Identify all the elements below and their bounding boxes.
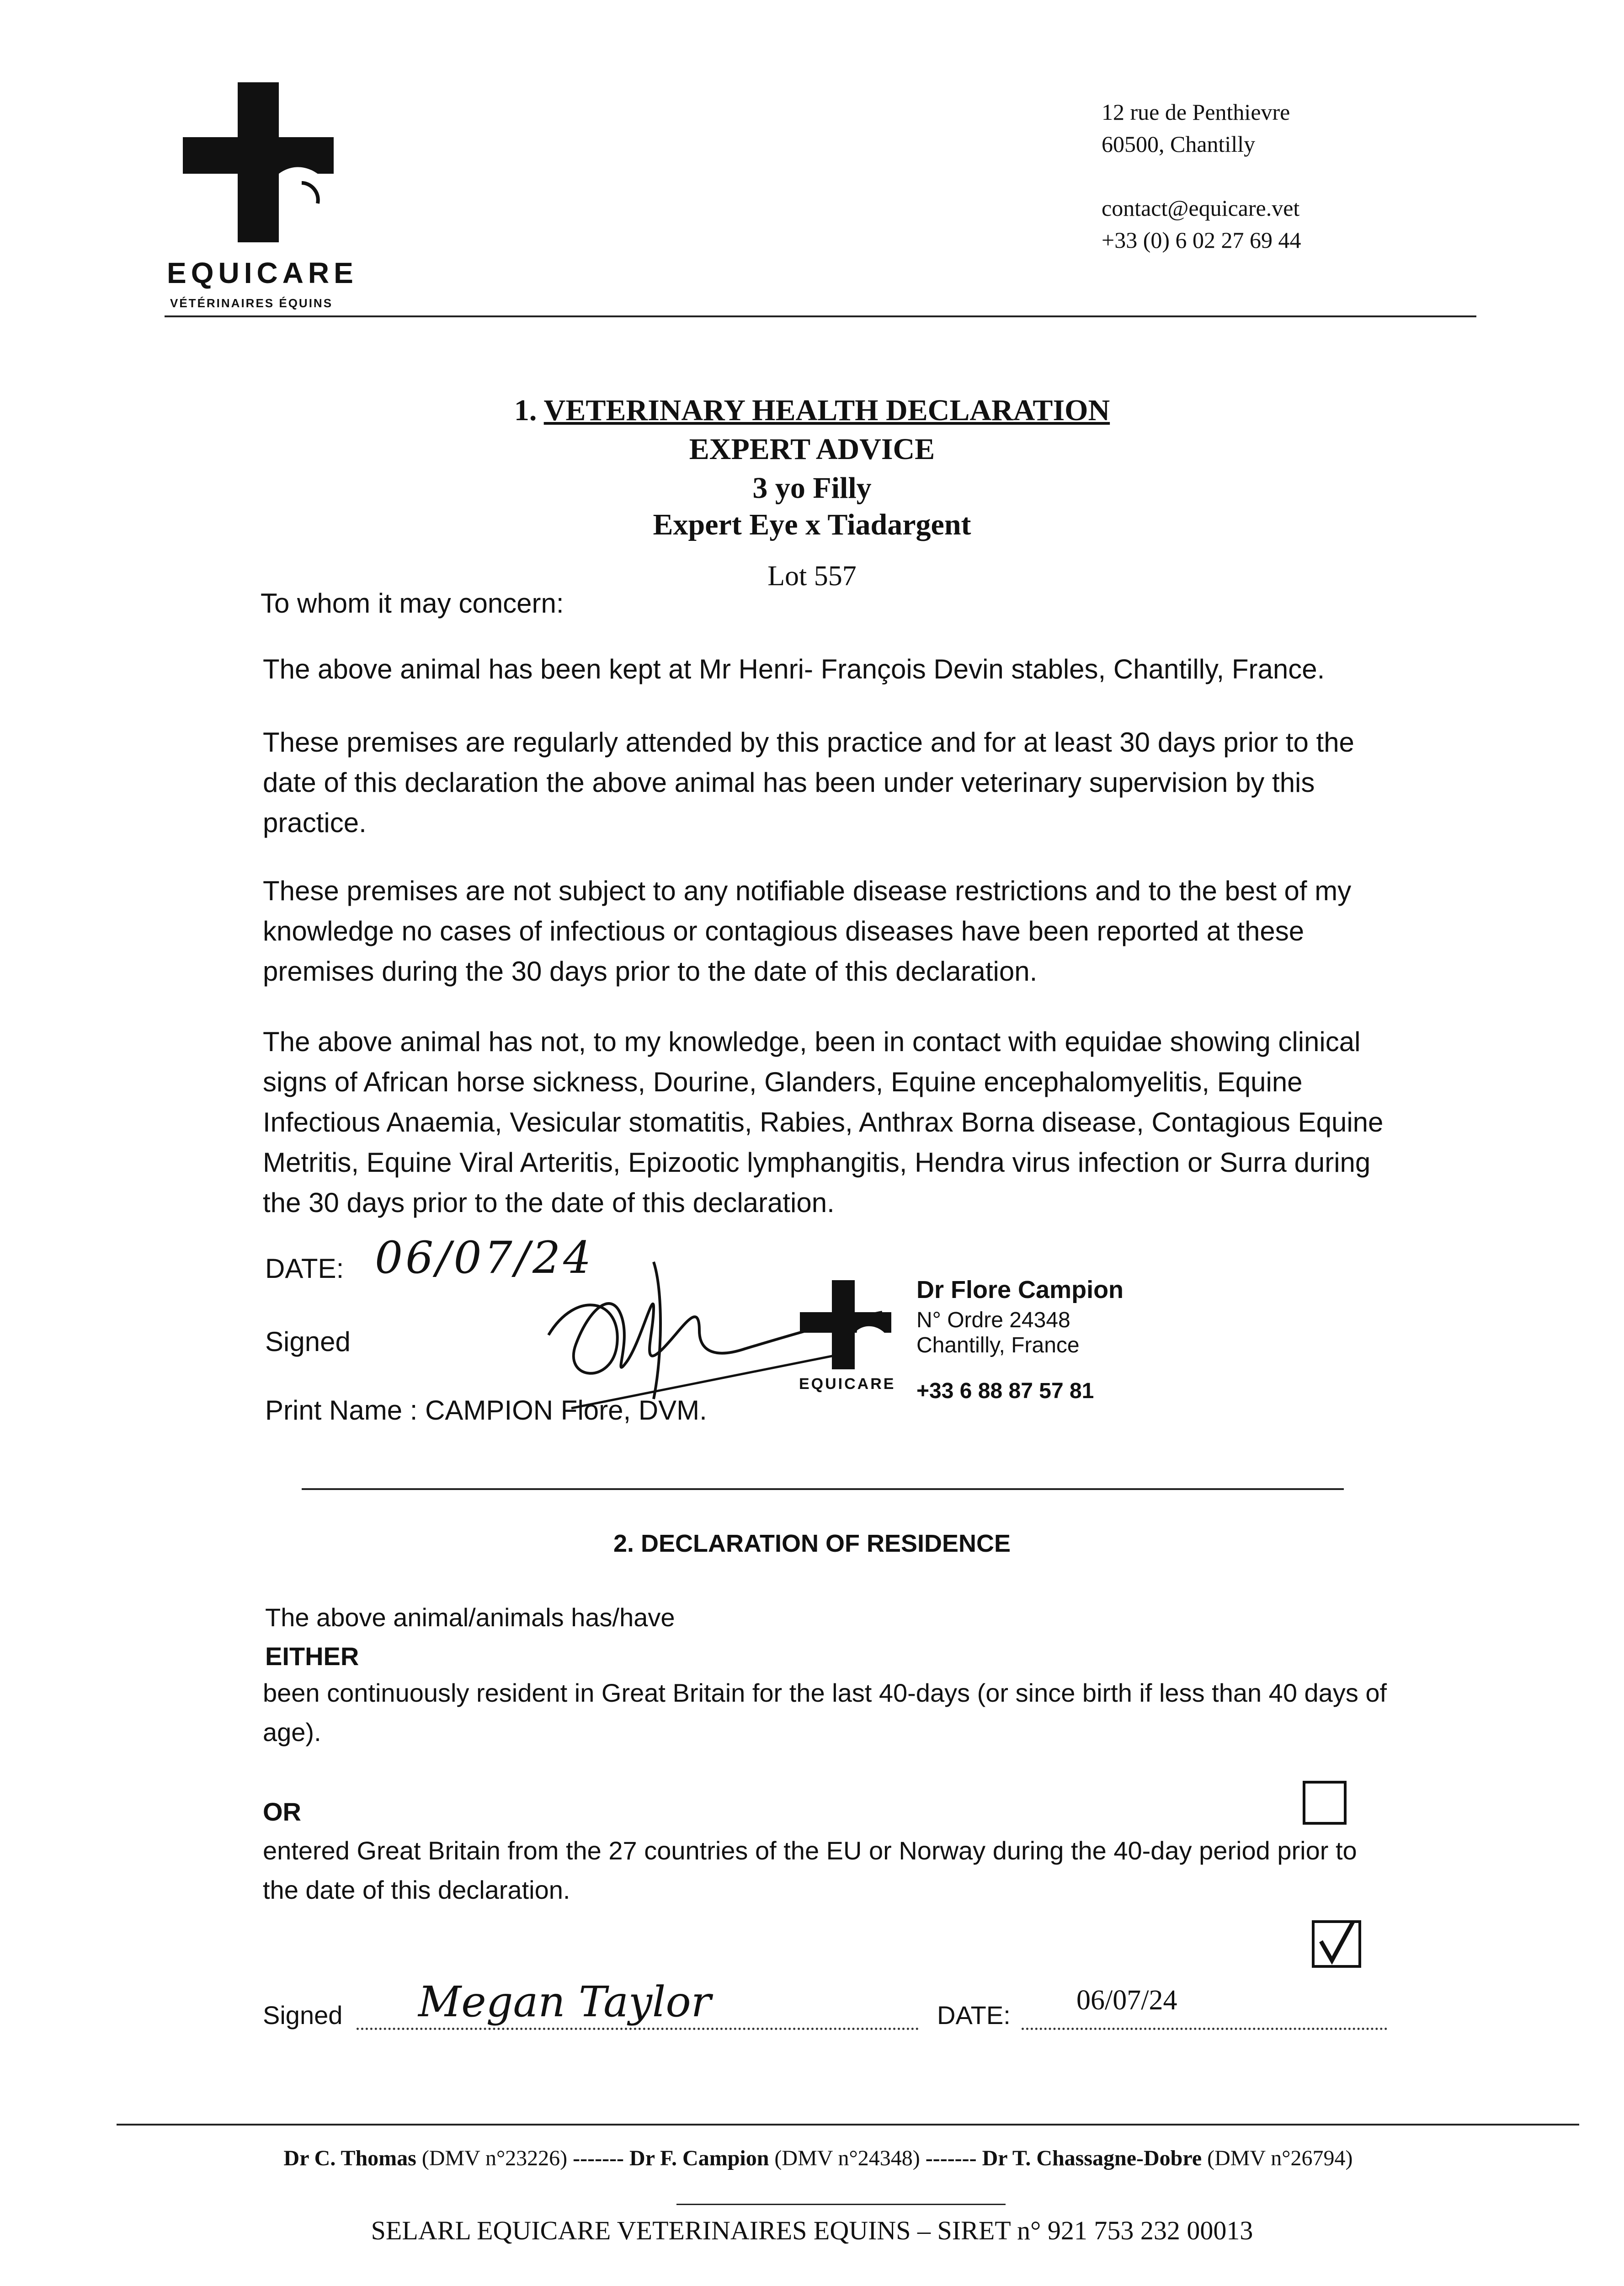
title-line-4: Expert Eye x Tiadargent: [653, 508, 971, 541]
title-line-2: EXPERT ADVICE: [689, 433, 935, 466]
signed-label: Signed: [265, 1326, 351, 1357]
stamp-phone: +33 6 88 87 57 81: [916, 1379, 1094, 1403]
separator-2: -------: [925, 2146, 977, 2170]
title-number: 1.: [514, 394, 537, 427]
date-value-2: 06/07/24: [1076, 1985, 1177, 2016]
option-2-checkbox[interactable]: [1312, 1920, 1361, 1968]
company-registration: SELARL EQUICARE VETERINAIRES EQUINS – SIRET n° 921 753 232 00013: [371, 2216, 1253, 2245]
stamp-vet-name: Dr Flore Campion: [916, 1276, 1124, 1303]
separator-1: -------: [573, 2146, 624, 2170]
paragraph-2: These premises are regularly attended by this practice and for at least 30 days prior to the date of this declaration the above animal has been under veterinary supervision by this practice.: [263, 727, 1354, 838]
signed-label-2: Signed: [263, 2001, 343, 2030]
paragraph-3: These premises are not subject to any notifiable disease restrictions and to the best of my knowledge no cases of infectious or contagious diseases have been reported at these premises during the 30 days prior to the date of this declaration.: [263, 876, 1352, 987]
date-line: [1022, 2028, 1387, 2030]
lot-number: Lot 557: [767, 561, 857, 592]
section-2-intro: The above animal/animals has/have: [265, 1603, 675, 1632]
print-name: Print Name : CAMPION Flore, DVM.: [265, 1395, 707, 1426]
handwritten-date: 06/07/24: [375, 1232, 594, 1283]
logo-subtitle: VÉTÉRINAIRES ÉQUINS: [170, 296, 333, 310]
vet-2-number: (DMV n°24348): [774, 2146, 920, 2170]
vet-3-number: (DMV n°26794): [1207, 2146, 1353, 2170]
title-line-3: 3 yo Filly: [752, 471, 872, 505]
option-1-text: been continuously resident in Great Britain for the last 40-days (or since birth if less than 40 days of age).: [263, 1678, 1387, 1747]
footer-divider: [117, 2124, 1579, 2126]
logo-wordmark: EQUICARE: [167, 256, 358, 289]
salutation: To whom it may concern:: [261, 588, 564, 619]
date-label-2: DATE:: [937, 2001, 1011, 2030]
vet-2-name: Dr F. Campion: [629, 2146, 769, 2170]
option-2-text: entered Great Britain from the 27 countries of the EU or Norway during the 40-day period prior to the date of this declaration.: [263, 1836, 1357, 1904]
signature-line: [357, 2028, 919, 2030]
title-heading: VETERINARY HEALTH DECLARATION: [543, 394, 1110, 427]
either-label: EITHER: [265, 1642, 359, 1671]
document-title: [0, 393, 1624, 428]
vet-list: [256, 2144, 1380, 2173]
address-line-2: 60500, Chantilly: [1102, 131, 1256, 157]
owner-signature: Megan Taylor: [418, 1977, 711, 2026]
vet-3-name: Dr T. Chassagne-Dobre: [982, 2146, 1202, 2170]
vet-1-number: (DMV n°23226): [421, 2146, 568, 2170]
stamp-order-number: N° Ordre 24348: [916, 1308, 1070, 1332]
address-line-1: 12 rue de Penthievre: [1102, 99, 1290, 125]
stamp-logo-text: EQUICARE: [799, 1375, 896, 1393]
contact-phone: +33 (0) 6 02 27 69 44: [1102, 227, 1301, 253]
vet-1-name: Dr C. Thomas: [283, 2146, 416, 2170]
checkmark-icon: [1315, 1923, 1358, 1965]
header-divider: [165, 315, 1476, 317]
paragraph-4: The above animal has not, to my knowledge, been in contact with equidae showing clinical signs of African horse sickness, Dourine, Glanders, Equine encephalomyelitis, Equine Infectious Anaemia, Vesicular stomatitis, Rabies, Anthrax Borna disease, Contagious Equine Metritis, Equine Viral Arteritis, Epizootic lymphangitis, Hendra virus infection or Surra during the 30 days prior to the date of this declaration.: [263, 1026, 1384, 1218]
date-label: DATE:: [265, 1253, 344, 1284]
stamp-city: Chantilly, France: [916, 1333, 1080, 1357]
option-1-checkbox[interactable]: [1303, 1781, 1347, 1825]
paragraph-1: The above animal has been kept at Mr Henri- François Devin stables, Chantilly, France.: [263, 654, 1325, 684]
footer-divider-2: [676, 2204, 1006, 2205]
or-label: OR: [263, 1797, 301, 1826]
section-divider: [302, 1488, 1344, 1490]
contact-email: contact@equicare.vet: [1102, 195, 1300, 221]
section-2-heading: 2. DECLARATION OF RESIDENCE: [613, 1530, 1011, 1557]
